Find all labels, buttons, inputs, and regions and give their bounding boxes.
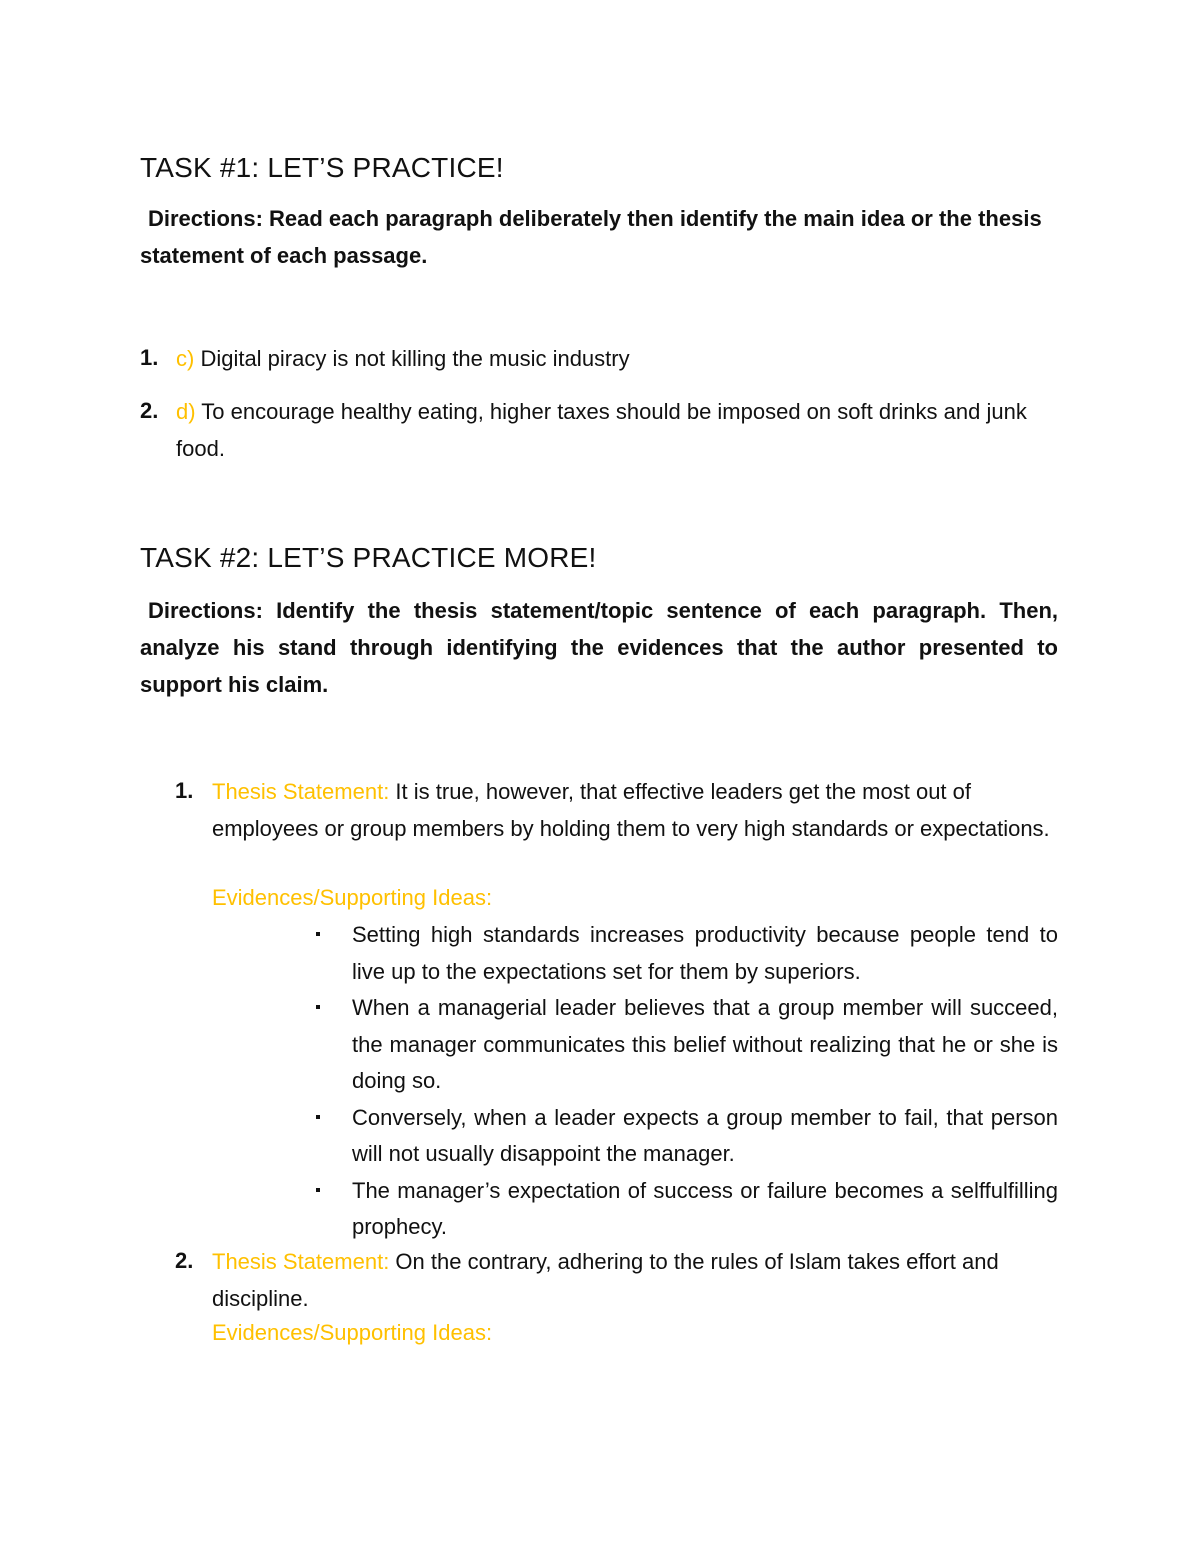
evidence-text: When a managerial leader believes that a group member will succeed, the manager communicates this belief without realizing that he or she is doing so. — [352, 995, 1058, 1093]
task2-directions — [140, 592, 1058, 703]
evidence-text: Conversely, when a leader expects a group member to fail, that person will not usually disappoint the manager. — [352, 1104, 1058, 1166]
bullet-icon — [316, 1005, 320, 1009]
task2-item-1-number: 1. — [175, 778, 194, 803]
task2-item-1-evidence-label: Evidences/Supporting Ideas: — [212, 885, 493, 910]
task2-item-1-thesis-text: It is true, however, that effective leaders get the most out of employees or group members by holding them to very high standards or expectations. — [212, 779, 1050, 841]
task1-answer-1-letter: c) — [176, 346, 195, 371]
task1-answer-1-text: Digital piracy is not killing the music industry — [194, 346, 630, 371]
evidence-text: The manager’s expectation of success or failure becomes a selffulfilling prophecy. — [352, 1177, 1058, 1239]
task2-item-2-thesis-label: Thesis Statement: — [212, 1249, 390, 1274]
task1-directions — [140, 200, 1058, 274]
task2-item-2-thesis-text: On the contrary, adhering to the rules of Islam takes effort and discipline. — [212, 1249, 999, 1311]
task2-directions-text: Directions: Identify the thesis statement/topic sentence of each paragraph. Then, analyze his stand through identifying the evidences that the author presented to support his claim. — [140, 598, 1058, 697]
task1-title: TASK #1: LET’S PRACTICE! — [140, 152, 504, 183]
task1-answer-2-text: To encourage healthy eating, higher taxes should be imposed on soft drinks and junk food. — [176, 399, 1027, 461]
evidence-item — [310, 1173, 1058, 1246]
task2-item-2-evidence-label: Evidences/Supporting Ideas: — [212, 1320, 493, 1345]
task2-item-1-thesis — [212, 773, 1060, 847]
task1-answer-1-number: 1. — [140, 345, 159, 370]
task1-answer-2-number: 2. — [140, 398, 159, 423]
bullet-icon — [316, 932, 320, 936]
bullet-icon — [316, 1115, 320, 1119]
task2-item-2-thesis — [212, 1243, 1060, 1317]
task1-answer-2-letter: d) — [176, 399, 196, 424]
evidence-item — [310, 990, 1058, 1100]
task2-item-1-thesis-label: Thesis Statement: — [212, 779, 390, 804]
task2-item-2-number: 2. — [175, 1248, 194, 1273]
task1-directions-text: Directions: Read each paragraph deliberately then identify the main idea or the thesis statement of each passage. — [140, 206, 1042, 268]
evidence-item — [310, 1100, 1058, 1173]
bullet-icon — [316, 1188, 320, 1192]
evidence-text: Setting high standards increases productivity because people tend to live up to the expectations set for them by superiors. — [352, 922, 1058, 984]
task2-title: TASK #2: LET’S PRACTICE MORE! — [140, 542, 597, 573]
evidence-item — [310, 917, 1058, 990]
task2-item-1-evidence-list — [310, 917, 1058, 1246]
task1-answer-1 — [176, 340, 1056, 377]
task1-answer-2 — [176, 393, 1060, 467]
